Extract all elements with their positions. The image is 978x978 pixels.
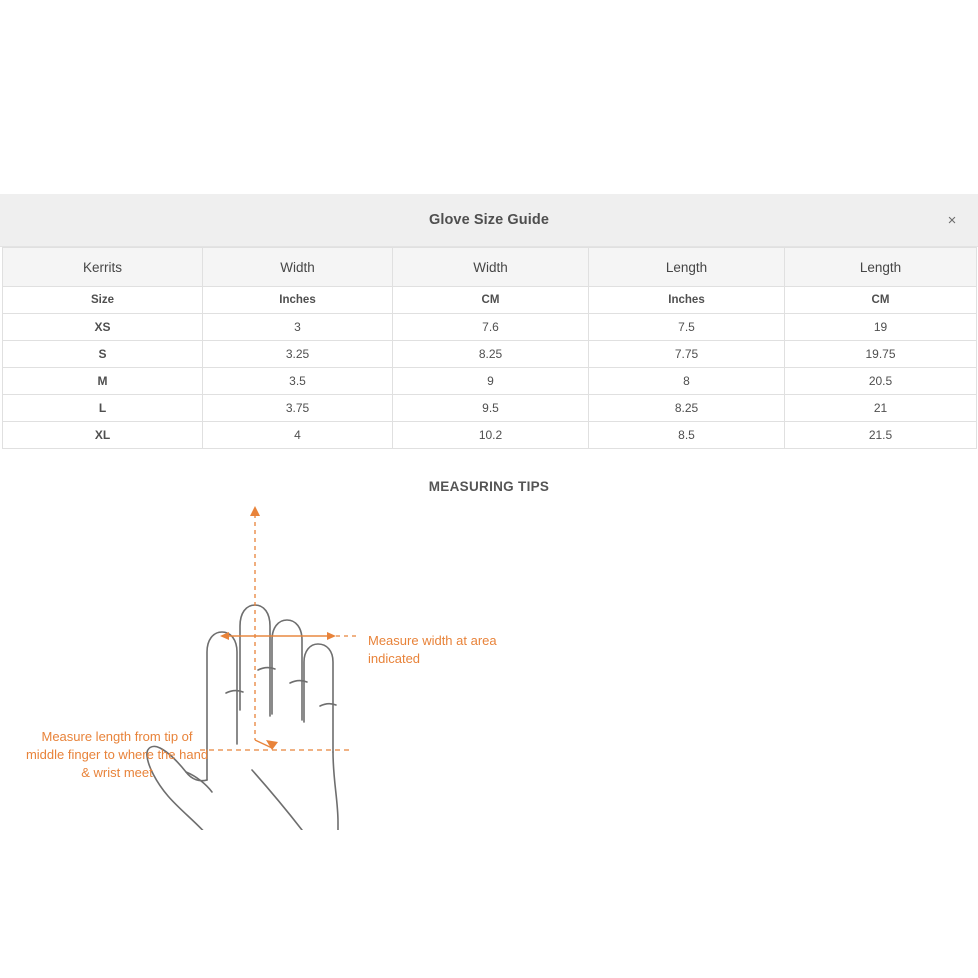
cell-length-inches: 8.5: [589, 422, 785, 449]
width-measure-label: Measure width at area indicated: [368, 633, 497, 666]
table-row: [3, 368, 977, 395]
page-title: Glove Size Guide: [428, 212, 550, 228]
cell-width-inches: 3: [203, 314, 393, 341]
hand-outline-icon: [147, 605, 338, 830]
cell-length-cm: 20.5: [785, 368, 977, 395]
cell-length-inches: 7.5: [589, 314, 785, 341]
cell-length-cm: 19.75: [785, 341, 977, 368]
cell-length-cm: 21: [785, 395, 977, 422]
cell-size: S: [3, 341, 203, 368]
table-subheader-row: [3, 287, 977, 314]
cell-length-cm: 19: [785, 314, 977, 341]
size-chart-table: [2, 247, 977, 449]
subheader-size: Size: [3, 287, 203, 314]
table-row: [3, 395, 977, 422]
cell-width-cm: 9: [393, 368, 589, 395]
table-header-row: [3, 248, 977, 287]
subheader-width-inches: Inches: [203, 287, 393, 314]
column-header-width-inches: Width: [203, 248, 393, 287]
column-header-brand: Kerrits: [3, 248, 203, 287]
table-row: [3, 314, 977, 341]
hand-measurement-diagram: [0, 500, 978, 830]
cell-width-inches: 3.25: [203, 341, 393, 368]
cell-width-cm: 7.6: [393, 314, 589, 341]
cell-length-inches: 8.25: [589, 395, 785, 422]
cell-length-inches: 8: [589, 368, 785, 395]
subheader-width-cm: CM: [393, 287, 589, 314]
cell-size: XL: [3, 422, 203, 449]
cell-width-cm: 8.25: [393, 341, 589, 368]
length-measure-arrow: [200, 506, 352, 750]
cell-width-inches: 3.75: [203, 395, 393, 422]
cell-width-cm: 9.5: [393, 395, 589, 422]
length-measure-label: Measure length from tip of middle finger to where the hand & wrist meet: [25, 729, 209, 780]
modal-header: [0, 194, 978, 247]
measuring-tips-heading: MEASURING TIPS: [428, 479, 550, 494]
top-spacer: [0, 0, 978, 194]
close-icon[interactable]: ×: [947, 211, 957, 229]
measurement-guides: [222, 630, 330, 636]
glove-size-guide-modal: [0, 194, 978, 830]
subheader-length-cm: CM: [785, 287, 977, 314]
cell-width-inches: 3.5: [203, 368, 393, 395]
subheader-length-inches: Inches: [589, 287, 785, 314]
cell-size: M: [3, 368, 203, 395]
cell-size: L: [3, 395, 203, 422]
table-row: [3, 341, 977, 368]
column-header-width-cm: Width: [393, 248, 589, 287]
column-header-length-cm: Length: [785, 248, 977, 287]
cell-length-cm: 21.5: [785, 422, 977, 449]
cell-width-inches: 4: [203, 422, 393, 449]
table-row: [3, 422, 977, 449]
cell-width-cm: 10.2: [393, 422, 589, 449]
column-header-length-inches: Length: [589, 248, 785, 287]
cell-size: XS: [3, 314, 203, 341]
cell-length-inches: 7.75: [589, 341, 785, 368]
